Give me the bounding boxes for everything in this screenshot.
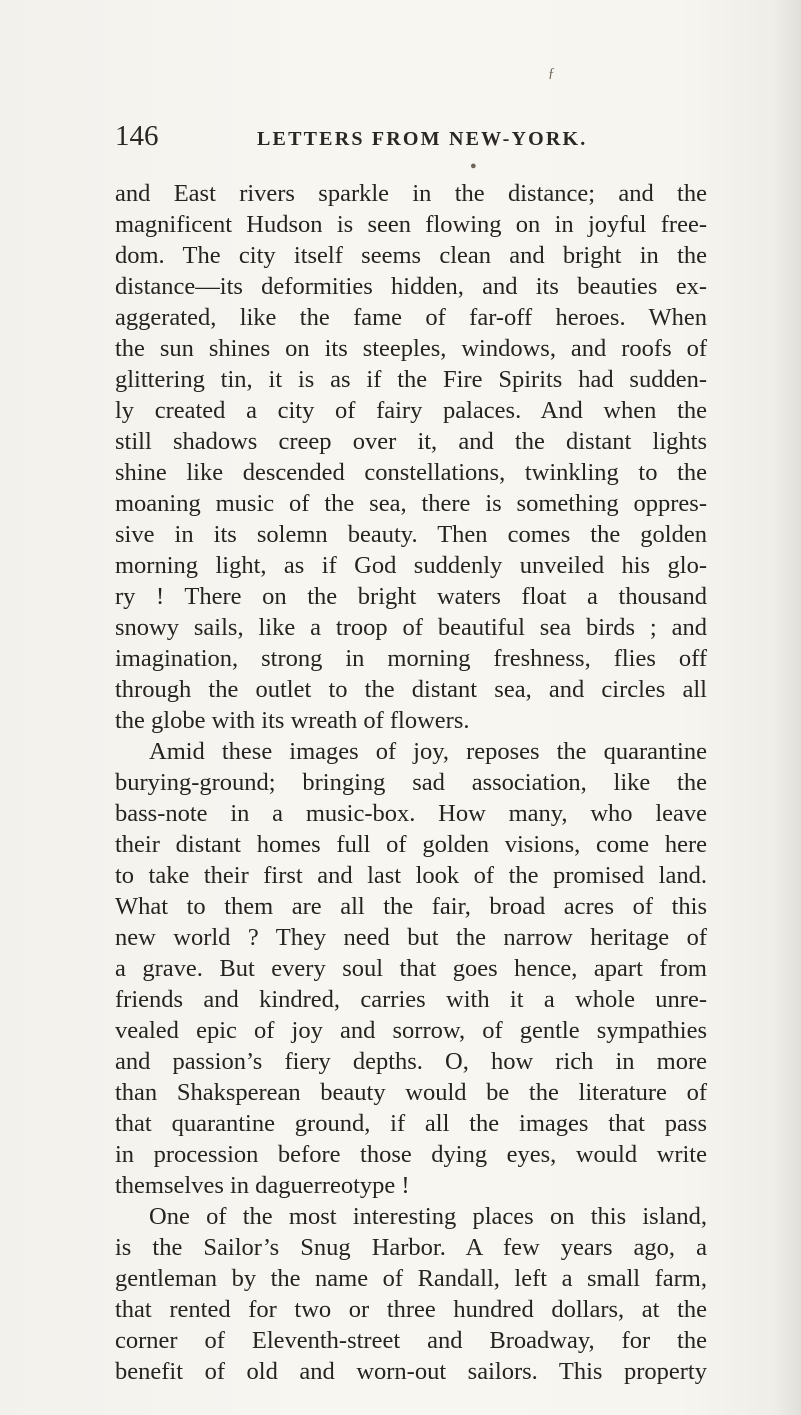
text-line: than Shaksperean beauty would be the literature of bbox=[115, 1079, 707, 1106]
text-line: moaning music of the sea, there is something oppres- bbox=[115, 490, 707, 517]
text-line: magnificent Hudson is seen flowing on in joyful free- bbox=[115, 211, 707, 238]
ink-mark: ƒ bbox=[548, 66, 555, 81]
text-line: burying-ground; bringing sad association, like the bbox=[115, 769, 707, 796]
text-line: the sun shines on its steeples, windows, and roofs of bbox=[115, 335, 707, 362]
body-text bbox=[115, 178, 707, 1387]
text-line: new world ? They need but the narrow heritage of bbox=[115, 924, 707, 951]
text-line: snowy sails, like a troop of beautiful sea birds ; and bbox=[115, 614, 707, 641]
text-line: and East rivers sparkle in the distance; and the bbox=[115, 180, 707, 207]
text-line: and passion’s fiery depths. O, how rich in more bbox=[115, 1048, 707, 1075]
text-line: imagination, strong in morning freshness, flies off bbox=[115, 645, 707, 672]
text-line: vealed epic of joy and sorrow, of gentle sympathies bbox=[115, 1017, 707, 1044]
text-line: What to them are all the fair, broad acres of this bbox=[115, 893, 707, 920]
text-line: corner of Eleventh-street and Broadway, for the bbox=[115, 1327, 707, 1354]
ink-dot: ● bbox=[470, 160, 477, 172]
text-line: benefit of old and worn-out sailors. This property bbox=[115, 1358, 707, 1385]
text-line: aggerated, like the fame of far-off heroes. When bbox=[115, 304, 707, 331]
text-line: still shadows creep over it, and the distant lights bbox=[115, 428, 707, 455]
text-line: bass-note in a music-box. How many, who leave bbox=[115, 800, 707, 827]
text-line: dom. The city itself seems clean and bright in the bbox=[115, 242, 707, 269]
text-line: to take their first and last look of the promised land. bbox=[115, 862, 707, 889]
text-line: in procession before those dying eyes, would write bbox=[115, 1141, 707, 1168]
text-line: shine like descended constellations, twinkling to the bbox=[115, 459, 707, 486]
text-line: that rented for two or three hundred dollars, at the bbox=[115, 1296, 707, 1323]
page-number: 146 bbox=[115, 120, 159, 152]
text-line: glittering tin, it is as if the Fire Spirits had sudden- bbox=[115, 366, 707, 393]
text-line: friends and kindred, carries with it a whole unre- bbox=[115, 986, 707, 1013]
paragraph-start-line: One of the most interesting places on this island, bbox=[149, 1203, 707, 1230]
text-line: gentleman by the name of Randall, left a small farm, bbox=[115, 1265, 707, 1292]
text-line: distance—its deformities hidden, and its beauties ex- bbox=[115, 273, 707, 300]
running-head: LETTERS FROM NEW-YORK. bbox=[257, 128, 588, 150]
paragraph-start-line: Amid these images of joy, reposes the quarantine bbox=[149, 738, 707, 765]
page-header bbox=[115, 120, 705, 160]
text-line: through the outlet to the distant sea, and circles all bbox=[115, 676, 707, 703]
text-line: sive in its solemn beauty. Then comes the golden bbox=[115, 521, 707, 548]
text-line: that quarantine ground, if all the images that pass bbox=[115, 1110, 707, 1137]
text-line: ry ! There on the bright waters float a thousand bbox=[115, 583, 707, 610]
text-line: ly created a city of fairy palaces. And when the bbox=[115, 397, 707, 424]
text-line: a grave. But every soul that goes hence, apart from bbox=[115, 955, 707, 982]
page-edge-shadow bbox=[775, 0, 801, 1415]
paragraph-end-line: themselves in daguerreotype ! bbox=[115, 1172, 410, 1199]
text-line: is the Sailor’s Snug Harbor. A few years ago, a bbox=[115, 1234, 707, 1261]
paragraph-end-line: the globe with its wreath of flowers. bbox=[115, 707, 470, 734]
text-line: morning light, as if God suddenly unveiled his glo- bbox=[115, 552, 707, 579]
text-line: their distant homes full of golden visions, come here bbox=[115, 831, 707, 858]
